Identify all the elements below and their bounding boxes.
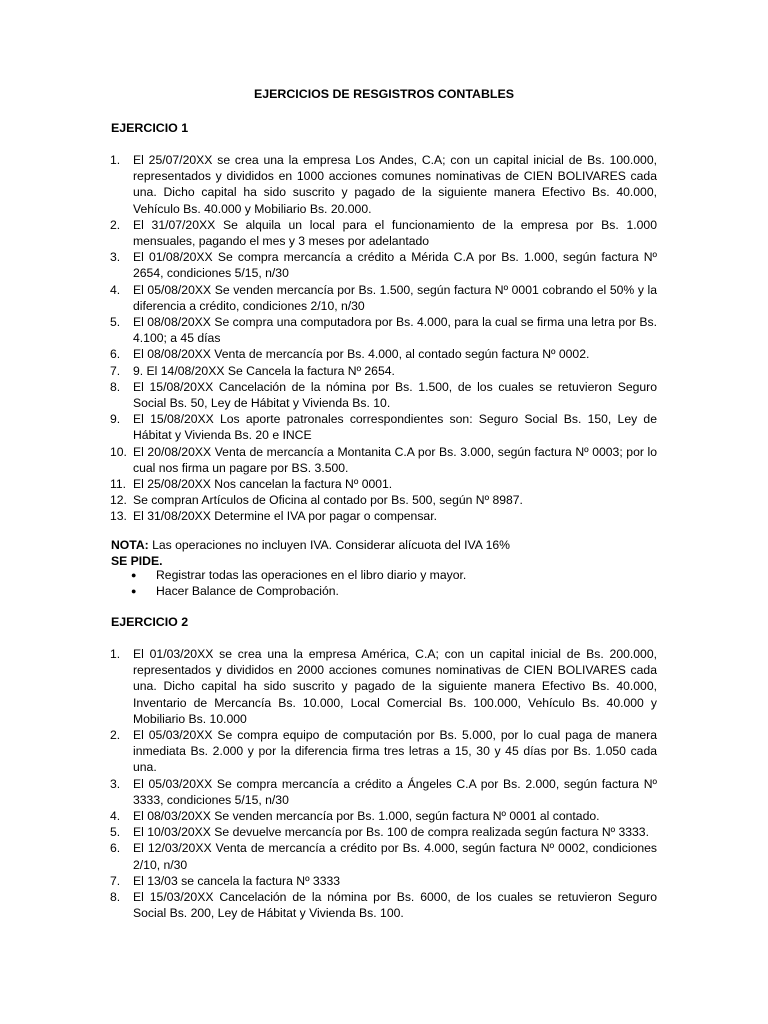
item-text: El 25/08/20XX Nos cancelan la factura Nº 0001. — [133, 477, 393, 492]
item-text: El 25/07/20XX se crea una la empresa Los Andes, C.A; con un capital inicial de Bs. 100.000, representados y divididos en 1000 acciones comunes nominativas de CIEN BOLIVARES cada una. Dicho capital ha sido suscrito y pagado de la siguiente manera Efectivo Bs. 40.000, Vehículo Bs. 40.000 y Mobiliario Bs. 20.000. — [133, 153, 657, 216]
item-number: 3. — [110, 250, 121, 265]
list-item — [110, 444, 657, 476]
item-number: 1. — [110, 647, 121, 661]
item-text: El 01/03/20XX se crea una la empresa América, C.A; con un capital inicial de Bs. 200.000, representados y divididos en 2000 acciones comunes nominativas de CIEN BOLIVARES cada una. Dicho capital ha sido suscrito y pagado de la siguiente manera Efectivo Bs. 40.000, Inventario de Mercancía Bs. 10.000, Local Comercial Bs. 100.000, Vehículo Bs. 40.000 y Mobiliario Bs. 10.000 — [133, 647, 657, 726]
nota-line — [111, 537, 658, 553]
ejercicio-2-heading: EJERCICIO 2 — [111, 615, 189, 629]
list-item — [110, 411, 657, 443]
ejercicio-1-heading: EJERCICIO 1 — [111, 121, 189, 135]
list-item — [110, 776, 657, 808]
document-title: EJERCICIOS DE RESGISTROS CONTABLES — [253, 87, 514, 101]
item-text: El 01/08/20XX Se compra mercancía a crédito a Mérida C.A por Bs. 1.000, según factura Nº 2654, condiciones 5/15, n/30 — [133, 250, 657, 281]
item-text: El 12/03/20XX Venta de mercancía a crédito por Bs. 4.000, según factura Nº 0002, condiciones 2/10, n/30 — [133, 841, 657, 872]
item-text: 9. El 14/08/20XX Se Cancela la factura Nº 2654. — [133, 363, 395, 378]
item-number: 13. — [110, 509, 127, 524]
item-number: 2. — [110, 728, 121, 743]
item-number: 1. — [110, 153, 121, 167]
list-item — [110, 508, 657, 524]
list-item — [110, 476, 657, 492]
list-item — [110, 808, 657, 824]
item-number: 10. — [110, 444, 127, 459]
item-number: 7. — [110, 873, 121, 888]
list-item — [110, 363, 657, 379]
list-item — [110, 217, 657, 249]
item-text: El 20/08/20XX Venta de mercancía a Montanita C.A por Bs. 3.000, según factura Nº 0003; por lo cual nos firma un pagare por BS. 3.500. — [133, 444, 657, 475]
list-item — [110, 152, 657, 217]
item-number: 2. — [110, 217, 121, 232]
item-number: 8. — [110, 890, 121, 905]
ejercicio-2-list — [110, 646, 657, 921]
bullet-icon: ● — [131, 570, 137, 580]
bullet-item — [131, 583, 631, 599]
item-text: El 05/03/20XX Se compra mercancía a crédito a Ángeles C.A por Bs. 2.000, según factura Nº 3333, condiciones 5/15, n/30 — [133, 776, 657, 807]
list-item — [110, 282, 657, 314]
ejercicio-1-list — [110, 152, 657, 525]
list-item — [110, 840, 657, 872]
item-number: 12. — [110, 493, 127, 508]
se-pide-label: SE PIDE. — [111, 554, 163, 569]
bullet-icon: ● — [131, 586, 137, 597]
item-text: El 10/03/20XX Se devuelve mercancía por Bs. 100 de compra realizada según factura Nº 3333. — [133, 825, 649, 840]
list-item — [110, 379, 657, 411]
nota-block — [111, 537, 658, 569]
nota-text: Las operaciones no incluyen IVA. Considerar alícuota del IVA 16% — [148, 538, 511, 552]
item-number: 6. — [110, 841, 121, 856]
item-text: El 05/08/20XX Se venden mercancía por Bs. 1.500, según factura Nº 0001 cobrando el 50% y la diferencia a crédito, condiciones 2/10, n/30 — [133, 282, 657, 313]
item-number: 5. — [110, 315, 121, 330]
bullet-text: Hacer Balance de Comprobación. — [156, 584, 339, 599]
item-number: 6. — [110, 347, 121, 362]
bullet-item — [131, 567, 631, 583]
item-number: 4. — [110, 809, 121, 824]
list-item — [110, 314, 657, 346]
list-item — [110, 727, 657, 776]
item-text: El 15/03/20XX Cancelación de la nómina por Bs. 6000, de los cuales se retuvieron Seguro Social Bs. 200, Ley de Hábitat y Vivienda Bs. 100. — [133, 890, 657, 921]
item-number: 7. — [110, 363, 121, 378]
list-item — [110, 346, 657, 362]
item-text: Se compran Artículos de Oficina al contado por Bs. 500, según Nº 8987. — [133, 493, 523, 508]
nota-label: NOTA: — [111, 538, 149, 552]
item-text: El 08/08/20XX Se compra una computadora por Bs. 4.000, para la cual se firma una letra por Bs. 4.100; a 45 días — [133, 315, 657, 346]
list-item — [110, 646, 657, 727]
bullet-text: Registrar todas las operaciones en el libro diario y mayor. — [156, 568, 467, 582]
list-item — [110, 249, 657, 281]
list-item — [110, 492, 657, 508]
item-number: 4. — [110, 282, 121, 297]
item-text: El 08/03/20XX Se venden mercancía por Bs. 1.000, según factura Nº 0001 al contado. — [133, 809, 600, 824]
item-text: El 08/08/20XX Venta de mercancía por Bs. 4.000, al contado según factura Nº 0002. — [133, 347, 590, 362]
list-item — [110, 873, 657, 889]
item-text: El 15/08/20XX Cancelación de la nómina por Bs. 1.500, de los cuales se retuvieron Seguro Social Bs. 50, Ley de Hábitat y Vivienda Bs. 10. — [133, 379, 657, 411]
item-number: 11. — [110, 477, 127, 492]
item-text: El 31/07/20XX Se alquila un local para el funcionamiento de la empresa por Bs. 1.000 mensuales, pagando el mes y 3 meses por adelantado — [133, 217, 657, 249]
item-text: El 13/03 se cancela la factura Nº 3333 — [133, 873, 341, 888]
item-text: El 15/08/20XX Los aporte patronales correspondientes son: Seguro Social Bs. 150, Ley de Hábitat y Vivienda Bs. 20 e INCE — [133, 412, 657, 443]
item-number: 3. — [110, 776, 121, 791]
se-pide-list — [131, 567, 631, 599]
item-text: El 05/03/20XX Se compra equipo de computación por Bs. 5.000, por lo cual paga de manera inmediata Bs. 2.000 y por la diferencia firma tres letras a 15, 30 y 45 días por Bs. 1.050 cada una. — [133, 728, 657, 775]
list-item — [110, 824, 657, 840]
item-number: 8. — [110, 379, 121, 394]
item-number: 9. — [110, 412, 121, 427]
list-item — [110, 889, 657, 921]
item-text: El 31/08/20XX Determine el IVA por pagar o compensar. — [133, 509, 437, 524]
item-number: 5. — [110, 825, 121, 840]
